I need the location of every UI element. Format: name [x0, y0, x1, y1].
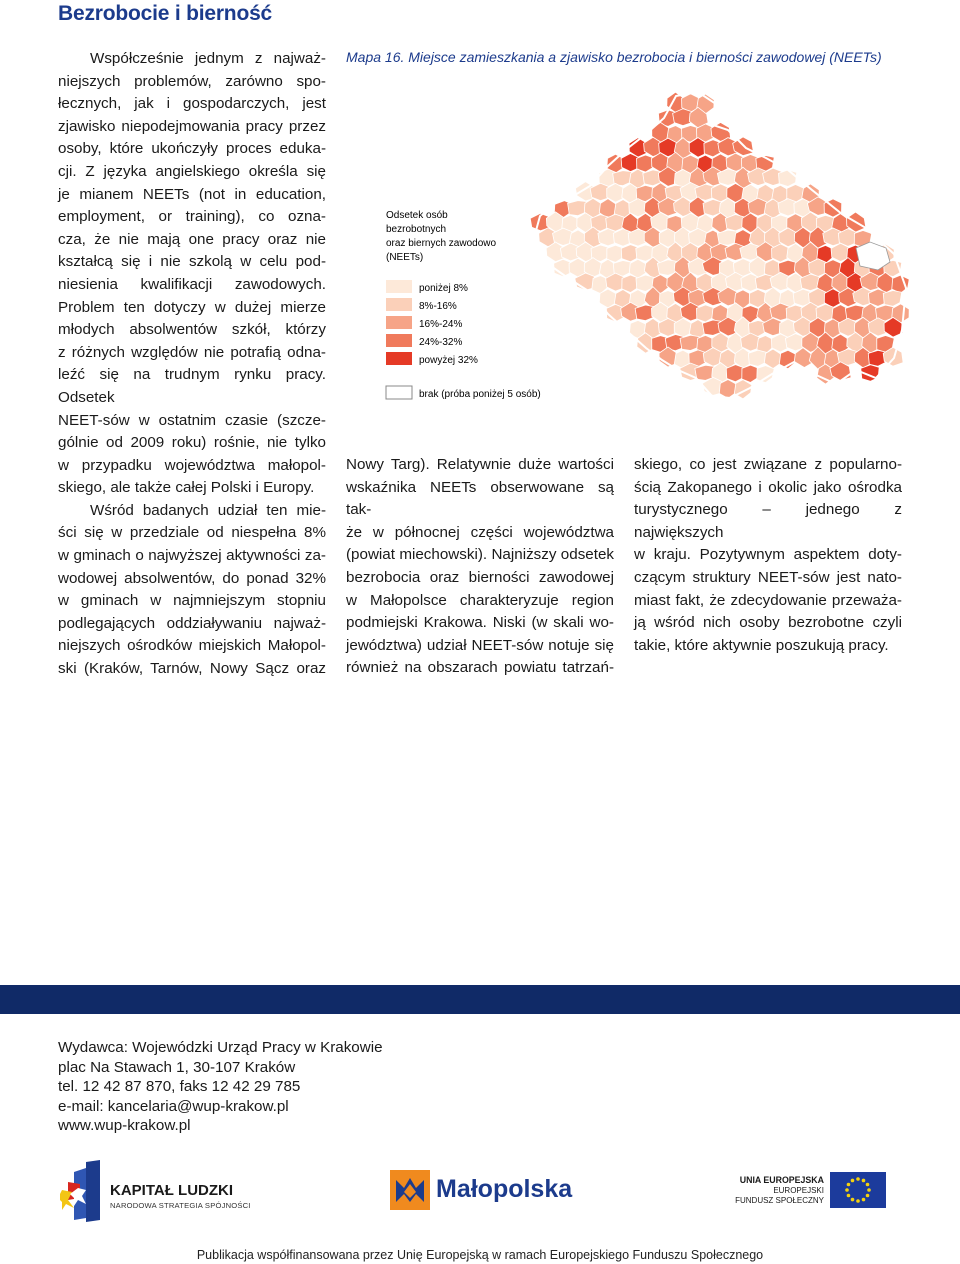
eu-star-icon	[867, 1188, 871, 1192]
column3-line: miast fakt, że zdecydowanie przeważa-	[634, 591, 902, 609]
publisher-email: e-mail: kancelaria@wup-krakow.pl	[58, 1097, 289, 1115]
legend-title-line: (NEETs)	[386, 252, 424, 263]
column2-line: bezrobocia oraz bierności zawodowej	[346, 568, 614, 586]
malopolska-wordmark: Małopolska	[436, 1175, 573, 1203]
column1-line: młodych absolwentów szkół, którzy	[58, 321, 326, 339]
column1-line: niesienia kwalifikacji zawodowych.	[58, 275, 326, 293]
column1-line: wodowej absolwentów, do ponad 32%	[58, 569, 326, 587]
legend-swatch	[386, 334, 412, 347]
eu-star-icon	[851, 1179, 855, 1183]
eu-star-icon	[856, 1177, 860, 1181]
column1-line: kształcą się i nie szkolą w celu pod-	[58, 253, 326, 271]
eu-text-line2: EUROPEJSKI	[773, 1186, 824, 1195]
publisher-phone: tel. 12 42 87 870, faks 12 42 29 785	[58, 1078, 301, 1095]
column1-line: w gminach o najwyższej aktywności za-	[58, 547, 326, 565]
publisher-line: Wydawca: Wojewódzki Urząd Pracy w Krakowie	[58, 1039, 383, 1056]
map-caption: Mapa 16. Miejsce zamieszkania a zjawisko bezrobocia i bierności zawodowej (NEETs)	[346, 49, 882, 65]
column1-line: je mianem NEETs (not in education,	[58, 185, 326, 203]
column3-line: czącym struktury NEET-sów jest nato-	[634, 568, 902, 586]
column2-line: że w północnej części województwa	[346, 523, 614, 541]
column2-line: w Małopolsce charakteryzuje region	[346, 591, 614, 609]
map-region	[568, 201, 587, 216]
cofinancing-note: Publikacja współfinansowana przez Unię Europejską w ramach Europejskiego Funduszu Społecznego	[196, 1248, 764, 1262]
legend-label: 16%-24%	[419, 319, 463, 330]
column1-line: w przypadku województwa małopol-	[58, 456, 326, 474]
column1-line: z różnych względów nie potrafią odna-	[58, 343, 326, 361]
article-column-1	[58, 48, 326, 681]
column1-line: ski (Kraków, Tarnów, Nowy Sącz oraz	[58, 660, 326, 678]
eu-star-icon	[851, 1198, 855, 1202]
article-column-2	[346, 454, 614, 680]
column3-line: ją wśród nich osoby bezrobotne czyli	[634, 614, 902, 632]
map-region	[717, 230, 736, 245]
column1-line: w gminach w najmniejszym stopniu	[58, 592, 326, 610]
column2-line: podmiejski Krakowa. Niski (w skali wo-	[346, 614, 614, 632]
legend-label-no-data: brak (próba poniżej 5 osób)	[419, 389, 541, 400]
eu-star-icon	[847, 1194, 851, 1198]
column2-line: również na obszarach powiatu tatrzań-	[346, 659, 614, 677]
column1-line: employment, or training), co ozna-	[58, 208, 326, 226]
publisher-website: www.wup-krakow.pl	[58, 1117, 191, 1134]
column1-line: Problem ten dotyczy w dużej mierze	[58, 298, 326, 316]
eu-star-icon	[866, 1194, 870, 1198]
kapital-ludzki-logo	[60, 1160, 300, 1224]
column1-line: Wśród badanych udział ten mie-	[90, 501, 326, 519]
legend-swatch	[386, 316, 412, 329]
malopolska-logo	[390, 1170, 590, 1212]
legend-swatch	[386, 280, 412, 293]
column1-line: osoby, które ukończyły proces eduka-	[58, 140, 326, 158]
legend-label: poniżej 8%	[419, 283, 468, 294]
map-region	[725, 215, 744, 231]
eu-star-icon	[862, 1179, 866, 1183]
malopolska-emblem-icon	[390, 1170, 430, 1210]
column3-line: ścią Zakopanego i okolic jako ośrodka	[634, 478, 902, 496]
map-region	[748, 350, 766, 366]
legend-title-line: Odsetek osób	[386, 210, 448, 221]
neet-choropleth-map	[346, 78, 916, 434]
legend-swatch-no-data	[386, 386, 412, 399]
map-legend	[386, 210, 541, 400]
column1-line: cza, że nie mają one pracy oraz nie	[58, 230, 326, 248]
column1-line: łecznych, jak i gospodarczych, jest	[58, 95, 326, 113]
page-title: Bezrobocie i bierność	[58, 2, 273, 25]
column1-line: leźć się na trudnym rynku pracy. Odsetek	[58, 366, 326, 406]
legend-title-line: bezrobotnych	[386, 224, 447, 235]
column3-line: w kraju. Pozytywnym aspektem doty-	[634, 546, 902, 564]
column3-line: takie, które aktywnie poszukują pracy.	[634, 636, 889, 654]
column1-line: skiego, ale także całej Polski i Europy.	[58, 479, 315, 497]
map-region	[883, 290, 901, 306]
publisher-info	[58, 1038, 383, 1136]
kapital-ludzki-title: KAPITAŁ LUDZKI	[110, 1182, 234, 1199]
legend-label: 8%-16%	[419, 301, 457, 312]
map-regions	[530, 92, 909, 399]
column1-line: Współcześnie jednym z najważ-	[90, 50, 326, 67]
column1-line: podlegających oddziaływaniu najważ-	[58, 614, 326, 632]
column3-line: skiego, co jest związane z popularno-	[634, 456, 902, 473]
legend-swatch	[386, 298, 412, 311]
column1-line: ści się w przedziale od niespełna 8%	[58, 524, 326, 542]
column2-line: wskaźnika NEETs obserwowane są tak-	[346, 478, 614, 519]
column1-line: niejszych ośrodków miejskich Małopol-	[58, 637, 326, 655]
eu-star-icon	[845, 1188, 849, 1192]
eu-star-icon	[866, 1183, 870, 1187]
legend-label: 24%-32%	[419, 337, 463, 348]
legend-swatch	[386, 352, 412, 365]
column1-line: zjawisko niepodejmowania pracy przez	[58, 117, 326, 135]
map-region	[772, 244, 790, 262]
column2-line: jewództwa) udział NEET-sów notuje się	[346, 636, 614, 654]
map-region	[778, 170, 796, 187]
kapital-ludzki-subtitle: NARODOWA STRATEGIA SPÓJNOŚCI	[110, 1201, 251, 1210]
column1-line: cji. Z języka angielskiego określa się	[58, 162, 326, 180]
footer-band	[0, 985, 960, 1014]
publisher-address: plac Na Stawach 1, 30-107 Kraków	[58, 1058, 296, 1076]
column2-line: (powiat miechowski). Najniższy odsetek	[346, 546, 614, 564]
eu-logo	[735, 1172, 890, 1212]
kapital-ludzki-emblem-icon	[60, 1160, 104, 1222]
column1-line: NEET-sów w ostatnim czasie (szcze-	[58, 411, 326, 429]
eu-text-line1: UNIA EUROPEJSKA	[739, 1175, 824, 1185]
column3-line: turystycznego – jednego z największych	[634, 501, 902, 541]
map-region	[680, 335, 699, 350]
eu-star-icon	[862, 1198, 866, 1202]
column1-line: niejszych problemów, zarówno spo-	[58, 72, 326, 90]
eu-text-line3: FUNDUSZ SPOŁECZNY	[735, 1196, 824, 1205]
legend-title-line: oraz biernych zawodowo	[386, 238, 497, 249]
eu-star-icon	[847, 1183, 851, 1187]
legend-label: powyżej 32%	[419, 355, 478, 366]
eu-flag-icon	[830, 1172, 886, 1208]
article-column-3	[634, 454, 902, 657]
column1-line: gólnie od 2009 roku) rośnie, nie tylko	[58, 434, 326, 452]
column2-line: Nowy Targ). Relatywnie duże wartości	[346, 456, 614, 473]
map-region	[696, 305, 714, 322]
eu-star-icon	[856, 1199, 860, 1203]
